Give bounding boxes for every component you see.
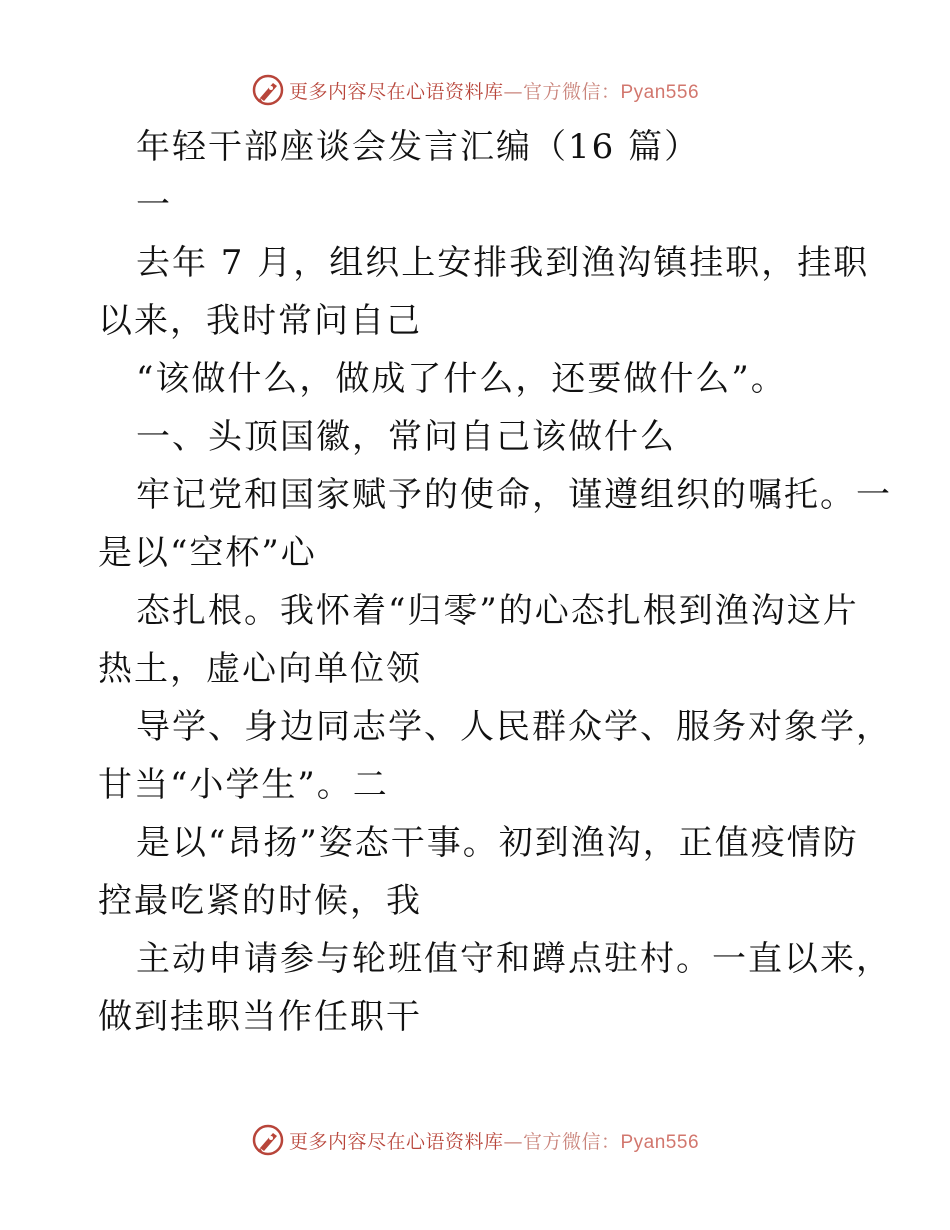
- text-line: 以来，我时常问自己: [98, 301, 422, 341]
- watermark-site: 更多内容尽在心语资料库: [288, 80, 504, 103]
- text-line: 做到挂职当作任职干: [98, 997, 422, 1037]
- text-line: 主动申请参与轮班值守和蹲点驻村。一直以来，: [136, 939, 892, 979]
- text-line: 是以“空杯”心: [98, 533, 317, 573]
- footer-watermark: [0, 1120, 950, 1160]
- watermark-wechat-label: 官方微信：: [522, 80, 621, 103]
- text-line: 牢记党和国家赋予的使命，谨遵组织的嘱托。一: [136, 475, 892, 515]
- text-line: 热土，虚心向单位领: [98, 649, 422, 689]
- watermark-wechat-label: 官方微信：: [522, 1130, 621, 1153]
- document-body: [98, 118, 892, 1046]
- text-line: 甘当“小学生”。二: [98, 765, 389, 805]
- text-line: 态扎根。我怀着“归零”的心态扎根到渔沟这片: [136, 591, 859, 631]
- watermark-wechat-id: Pyan556: [620, 81, 700, 103]
- text-line: 年轻干部座谈会发言汇编（16 篇）: [136, 127, 701, 167]
- watermark-separator: —: [503, 80, 523, 103]
- header-watermark: [0, 70, 950, 110]
- watermark-wechat-id: Pyan556: [620, 1131, 700, 1153]
- text-line: 一: [136, 185, 172, 225]
- watermark-site: 更多内容尽在心语资料库: [288, 1130, 504, 1153]
- watermark-text: [289, 77, 699, 104]
- text-line: “该做什么，做成了什么，还要做什么”。: [136, 359, 787, 399]
- text-line: 一、头顶国徽，常问自己该做什么: [136, 417, 676, 457]
- pen-logo-icon: [251, 73, 285, 107]
- pen-logo-icon: [251, 1123, 285, 1157]
- text-line: 导学、身边同志学、人民群众学、服务对象学，: [136, 707, 892, 747]
- text-line: 是以“昂扬”姿态干事。初到渔沟，正值疫情防: [136, 823, 859, 863]
- watermark-separator: —: [503, 1130, 523, 1153]
- watermark-text: [289, 1127, 699, 1154]
- text-line: 控最吃紧的时候，我: [98, 881, 422, 921]
- text-line: 去年 7 月，组织上安排我到渔沟镇挂职，挂职: [136, 243, 870, 283]
